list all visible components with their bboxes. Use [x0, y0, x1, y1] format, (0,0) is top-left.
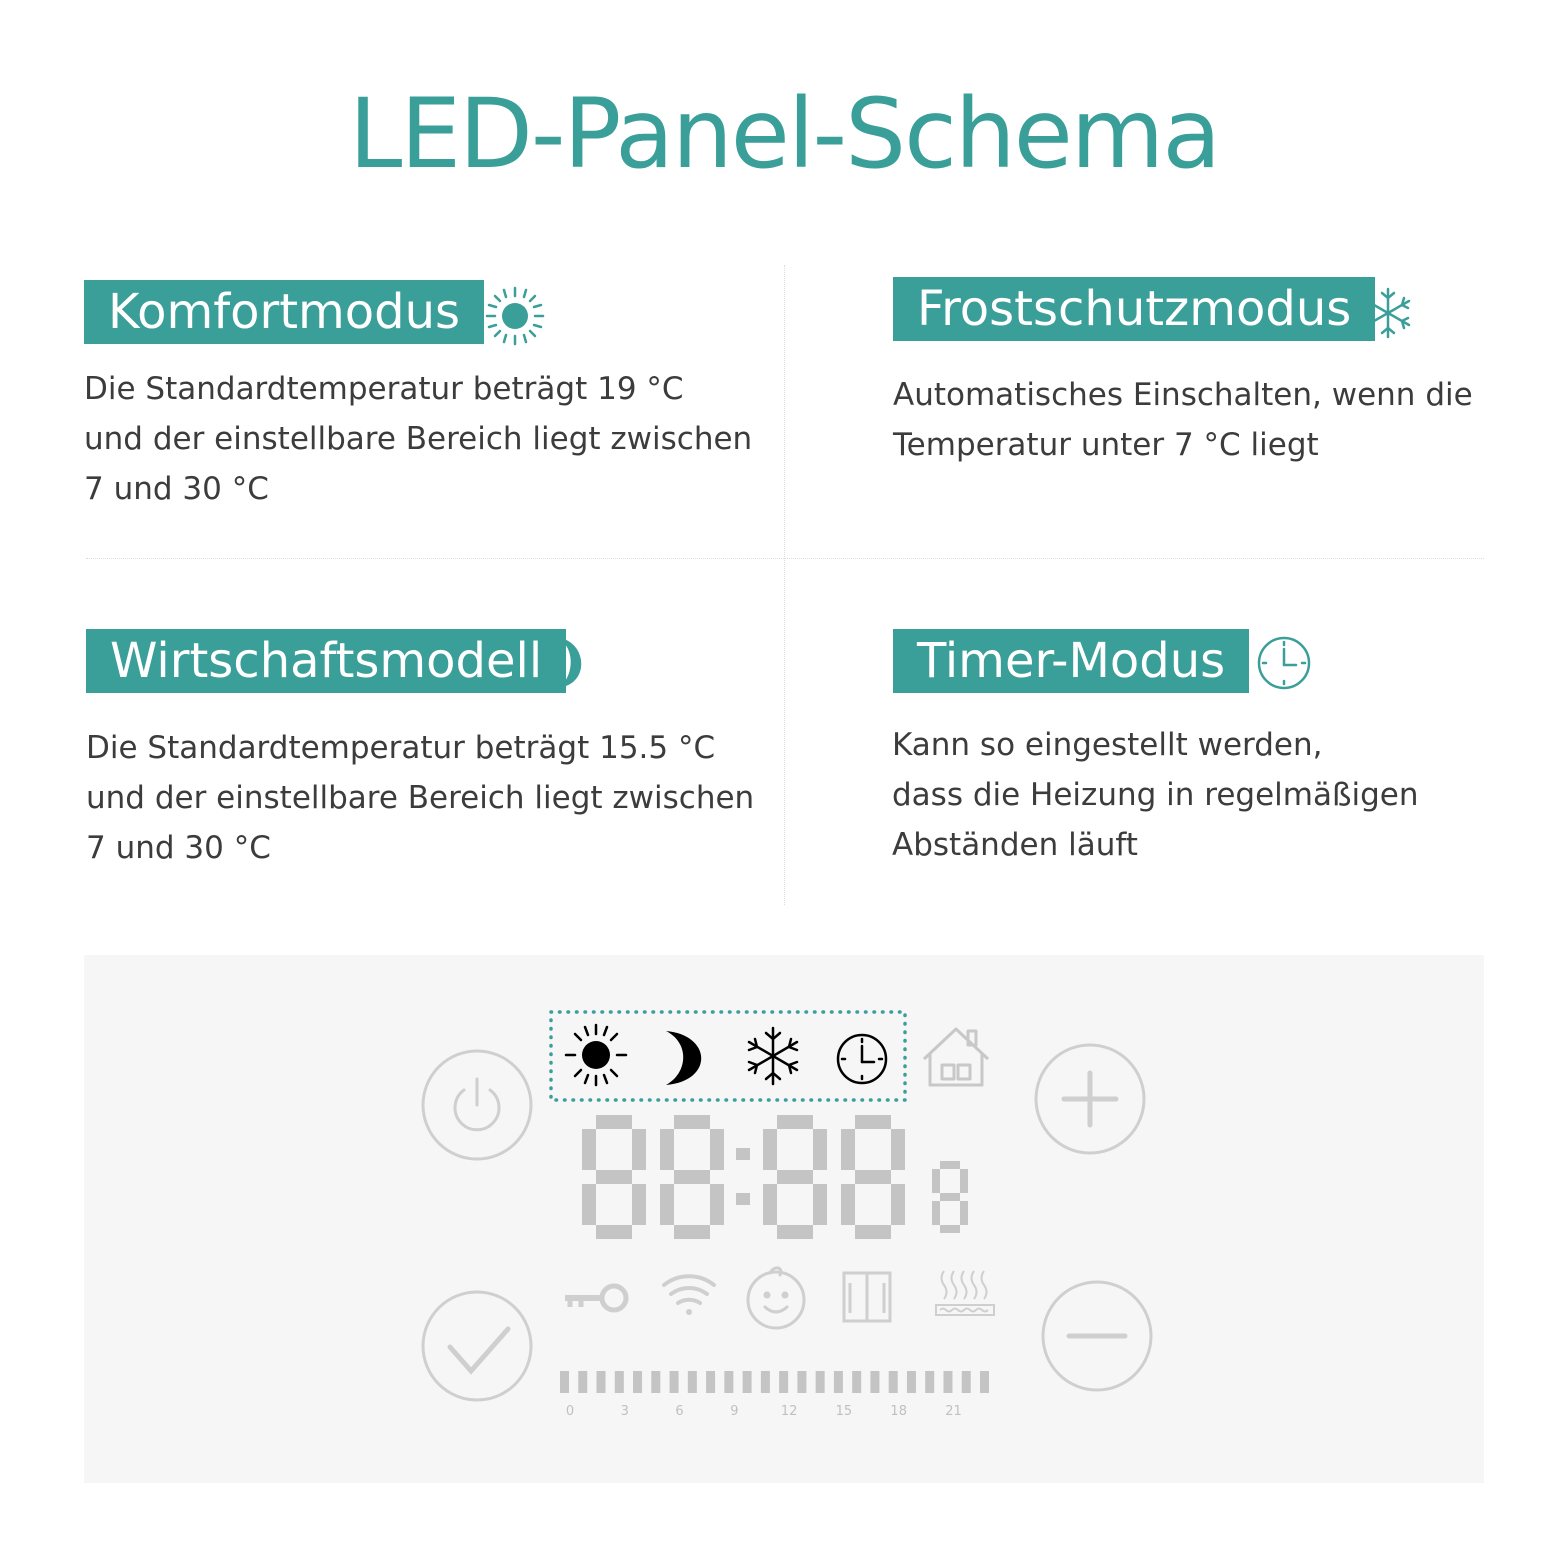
timeline-tick-label: 21 — [945, 1404, 962, 1419]
timeline-bar — [962, 1371, 971, 1393]
segment — [582, 1184, 596, 1225]
segment — [855, 1170, 891, 1184]
economy-mode-badge: Wirtschaftsmodell — [86, 629, 566, 693]
comfort-mode-description: Die Standardtemperatur beträgt 19 °C und der einstellbare Bereich liegt zwischen 7 und 30 °C — [84, 371, 753, 507]
comfort-mode-badge: Komfortmodus — [84, 280, 484, 344]
segment — [710, 1129, 724, 1170]
key-icon — [565, 1286, 626, 1310]
segment — [777, 1115, 813, 1129]
colon-dot — [736, 1148, 750, 1160]
segment — [932, 1169, 940, 1193]
timeline-tick-label: 18 — [890, 1404, 907, 1419]
timeline-tick-label: 3 — [620, 1404, 629, 1419]
segment — [940, 1193, 960, 1201]
clock-icon — [1256, 635, 1312, 691]
house-icon — [924, 1029, 988, 1085]
segment — [777, 1170, 813, 1184]
segment — [674, 1225, 710, 1239]
segment — [632, 1129, 646, 1170]
heating-icon — [936, 1271, 994, 1315]
segment — [960, 1201, 968, 1225]
segment — [891, 1129, 905, 1170]
segment — [855, 1115, 891, 1129]
panel-snowflake-icon — [749, 1028, 797, 1084]
timeline-bar — [980, 1371, 989, 1393]
timer-mode-badge: Timer-Modus — [893, 629, 1249, 693]
segment — [632, 1184, 646, 1225]
segment — [596, 1225, 632, 1239]
timeline-bar — [670, 1371, 679, 1393]
frost-mode-description: Automatisches Einschalten, wenn die Temperatur unter 7 °C liegt — [893, 377, 1473, 463]
timeline-bar — [852, 1371, 861, 1393]
timeline-bar — [560, 1371, 569, 1393]
segment — [841, 1184, 855, 1225]
timeline-bar — [724, 1371, 733, 1393]
segment — [710, 1184, 724, 1225]
page-title: LED-Panel-Schema — [348, 78, 1220, 190]
segment — [813, 1129, 827, 1170]
timeline-bar — [615, 1371, 624, 1393]
check-icon — [450, 1329, 508, 1371]
segment — [932, 1201, 940, 1225]
segment — [582, 1129, 596, 1170]
segment — [596, 1170, 632, 1184]
timeline-bar — [925, 1371, 934, 1393]
segment — [891, 1184, 905, 1225]
timeline-tick-label: 0 — [565, 1404, 575, 1419]
segment — [660, 1129, 674, 1170]
segment — [940, 1225, 960, 1233]
colon-dot — [736, 1193, 750, 1205]
timeline-bar — [743, 1371, 752, 1393]
timeline-bar — [779, 1371, 788, 1393]
timeline-bar — [870, 1371, 879, 1393]
snowflake-icon — [1362, 287, 1414, 339]
wifi-icon — [664, 1276, 714, 1315]
timeline-tick-label: 9 — [730, 1404, 739, 1419]
timeline-bar — [633, 1371, 642, 1393]
timeline-bar — [706, 1371, 715, 1393]
small-segment-digit — [932, 1161, 968, 1233]
timeline-tick-label: 6 — [675, 1404, 684, 1419]
panel-clock-icon — [838, 1035, 886, 1083]
timeline-bar — [597, 1371, 606, 1393]
window-icon — [844, 1273, 890, 1321]
segment — [763, 1184, 777, 1225]
confirm-button — [423, 1292, 531, 1400]
segment — [763, 1129, 777, 1170]
led-panel — [84, 955, 1484, 1483]
segment-display — [582, 1115, 905, 1239]
segment — [596, 1115, 632, 1129]
timeline-bar — [797, 1371, 806, 1393]
economy-mode-description: Die Standardtemperatur beträgt 15.5 °C und der einstellbare Bereich liegt zwischen 7 und 30 °C — [86, 730, 755, 866]
timeline-tick-label: 15 — [835, 1404, 853, 1419]
child-face-icon — [748, 1268, 804, 1328]
frost-mode-badge: Frostschutzmodus — [893, 277, 1375, 341]
timeline-bar — [688, 1371, 697, 1393]
timeline-bar — [651, 1371, 660, 1393]
timeline-bars — [560, 1371, 989, 1393]
sun-icon — [484, 285, 546, 347]
segment — [841, 1129, 855, 1170]
segment — [674, 1115, 710, 1129]
timeline-tick-label: 12 — [780, 1404, 798, 1419]
timeline-bar — [889, 1371, 898, 1393]
timeline-bar — [907, 1371, 916, 1393]
panel-moon-icon — [666, 1031, 701, 1085]
segment — [960, 1169, 968, 1193]
segment — [940, 1161, 960, 1169]
horizontal-divider — [86, 558, 1484, 559]
segment — [813, 1184, 827, 1225]
moon-icon — [552, 634, 596, 692]
timeline-bar — [816, 1371, 825, 1393]
timeline-bar — [834, 1371, 843, 1393]
timeline-ticks — [566, 1404, 962, 1419]
segment — [660, 1184, 674, 1225]
led-panel-drawing — [84, 955, 1484, 1483]
timeline-bar — [578, 1371, 587, 1393]
timeline-bar — [943, 1371, 952, 1393]
segment — [777, 1225, 813, 1239]
timeline-bar — [761, 1371, 770, 1393]
timer-mode-description: Kann so eingestellt werden, dass die Heizung in regelmäßigen Abständen läuft — [892, 727, 1419, 863]
segment — [855, 1225, 891, 1239]
panel-sun-icon — [566, 1025, 626, 1085]
segment — [674, 1170, 710, 1184]
